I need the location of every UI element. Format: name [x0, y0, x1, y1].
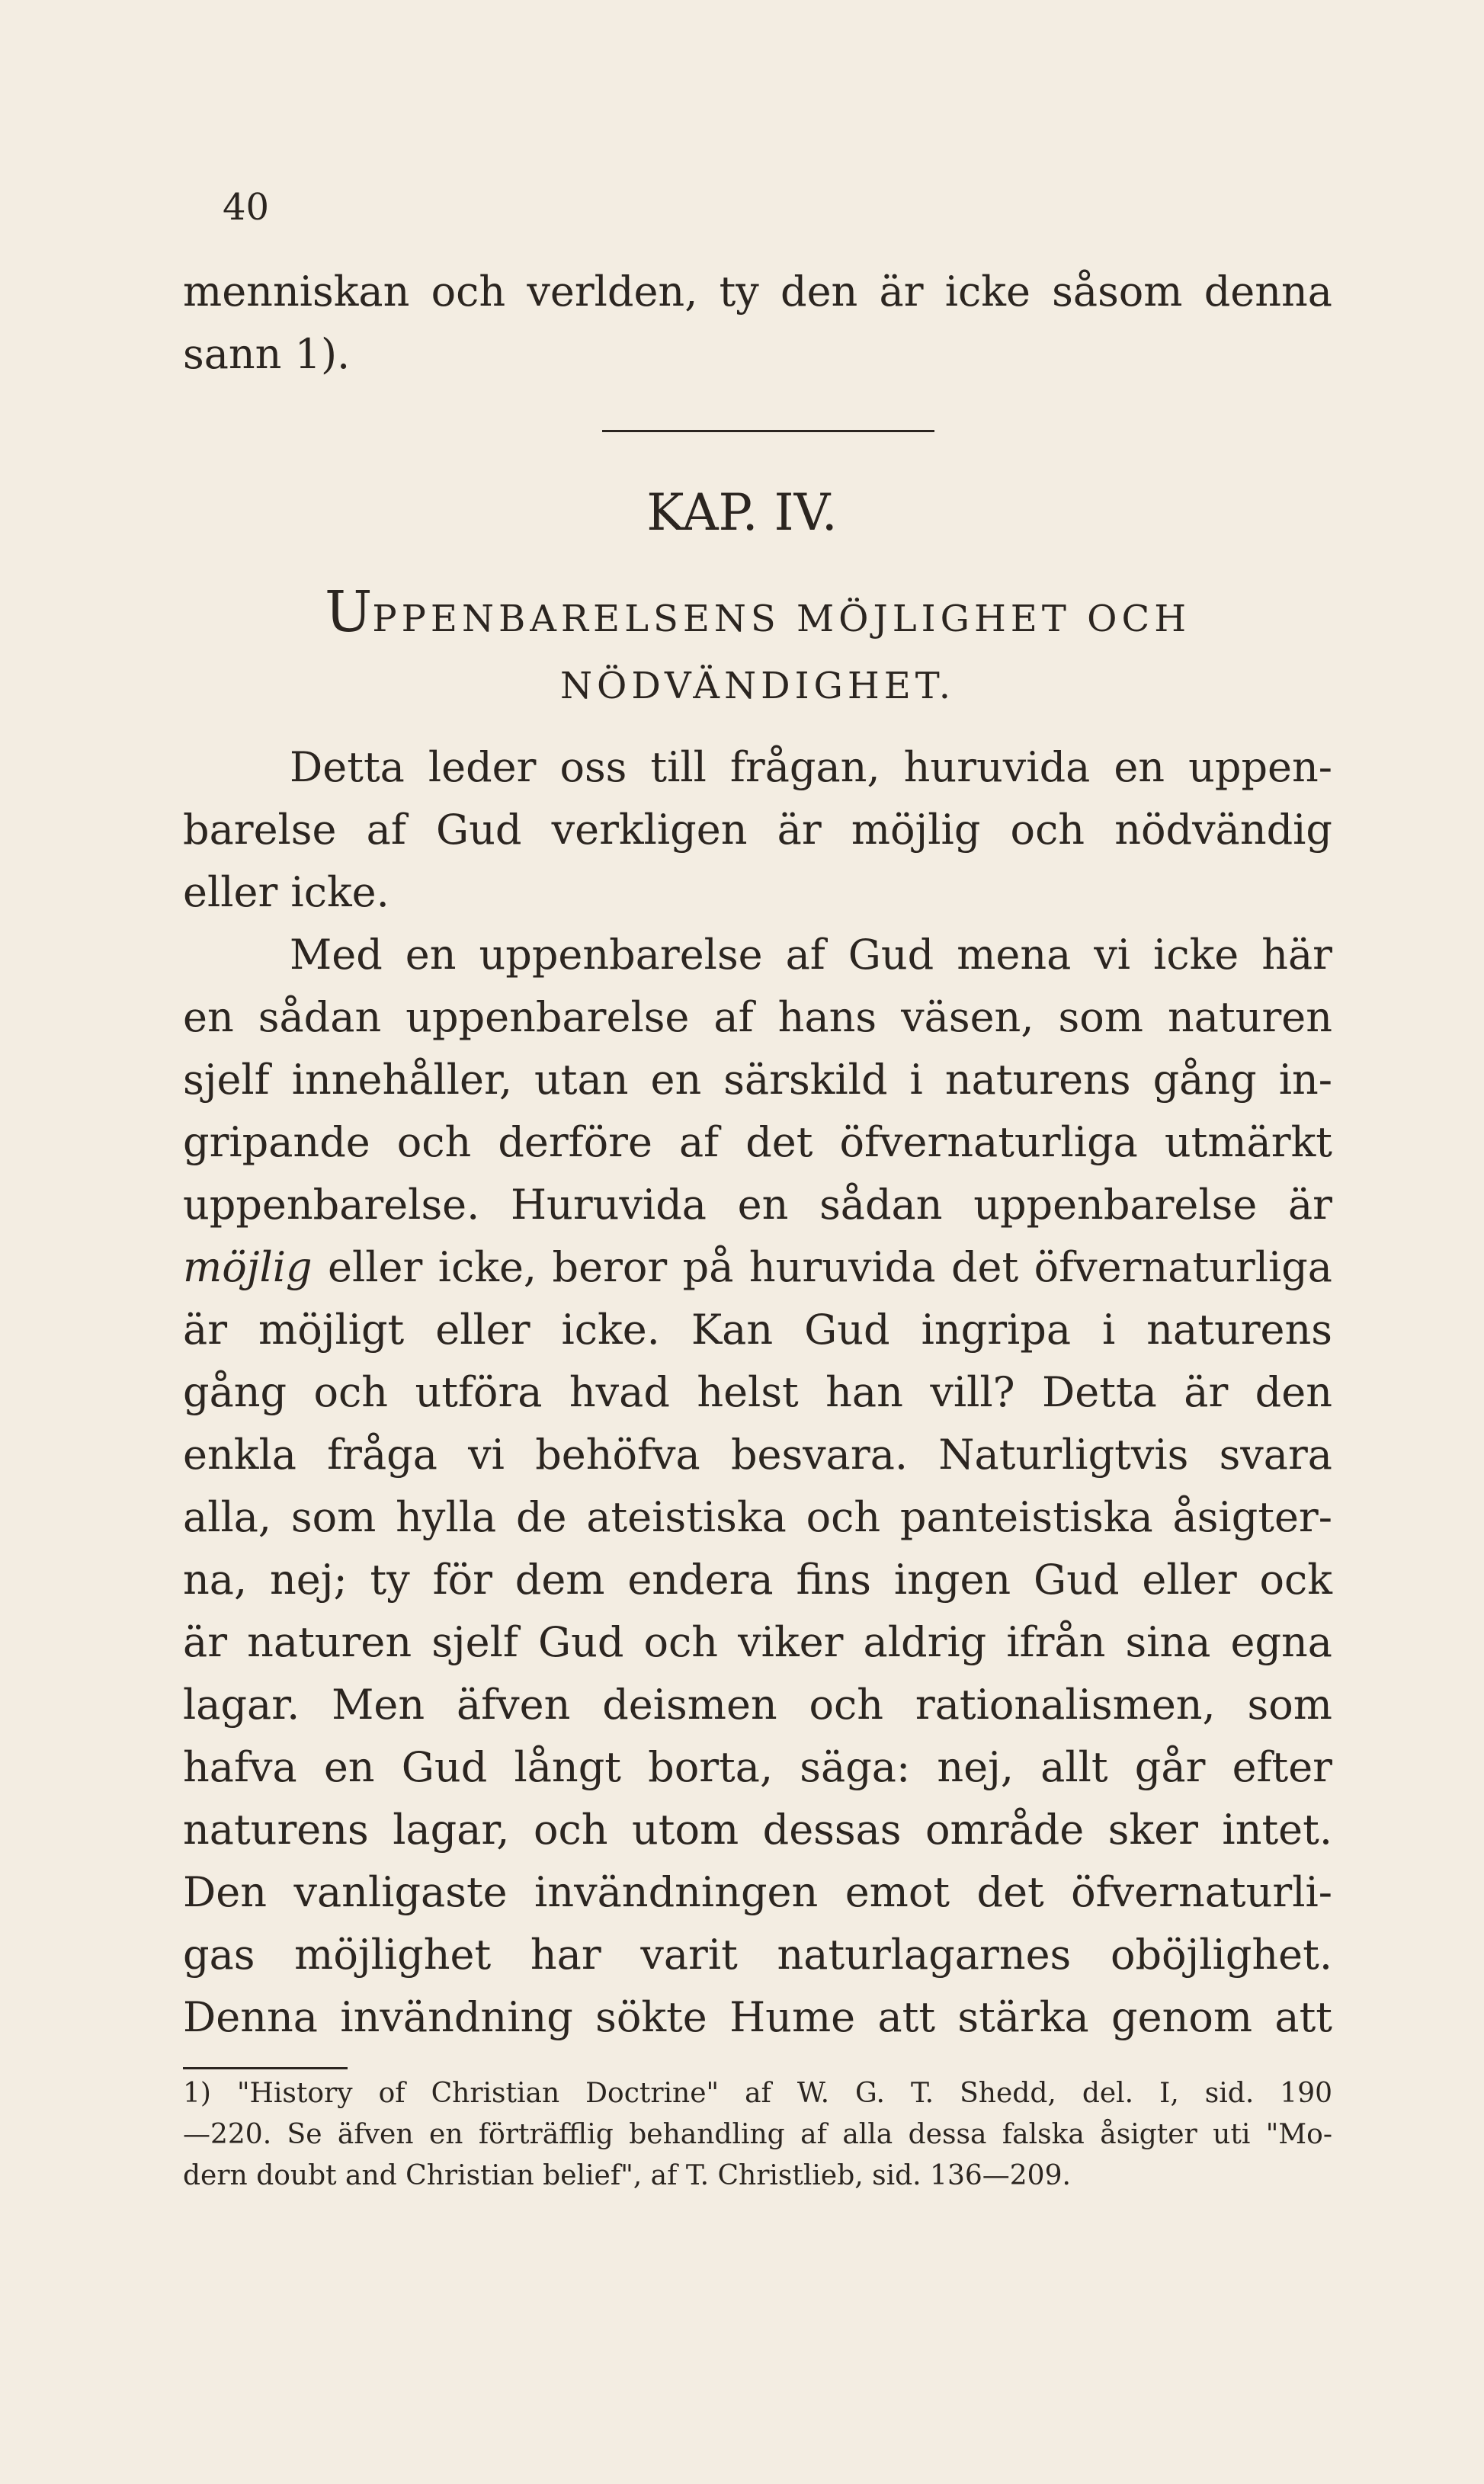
text-line: Denna invändning sökte Hume att stärka genom att: [183, 1993, 1332, 2041]
footnote: [183, 2073, 1332, 2197]
chapter-heading-line1: [183, 579, 1332, 645]
text-line-rest: eller icke, beror på huruvida det öfvernaturliga: [328, 1243, 1332, 1291]
text-line: uppenbarelse. Huruvida en sådan uppenbarelse är: [183, 1181, 1332, 1229]
page-number: 40: [223, 186, 270, 229]
text-line: Den vanligaste invändningen emot det öfvernaturli-: [183, 1868, 1332, 1916]
text-line: sjelf innehåller, utan en särskild i naturens gång in-: [183, 1056, 1332, 1104]
text-line: [183, 1236, 1332, 1299]
text-line: eller icke.: [183, 868, 389, 916]
text-line: alla, som hylla de ateistiska och panteistiska åsigter-: [183, 1493, 1332, 1541]
text-line: en sådan uppenbarelse af hans väsen, som naturen: [183, 993, 1332, 1041]
text-line: lagar. Men äfven deismen och rationalismen, som: [183, 1681, 1332, 1729]
text-line: Detta leder oss till frågan, huruvida en uppen-: [290, 743, 1332, 791]
text-line: barelse af Gud verkligen är möjlig och nödvändig: [183, 806, 1332, 854]
footnote-line: 1) "History of Christian Doctrine" af W. G. T. Shedd, del. I, sid. 190: [183, 2078, 1332, 2109]
section-divider: [602, 430, 934, 432]
paragraph-1: [183, 736, 1332, 924]
footnote-line: —220. Se äfven en förträfflig behandling af alla dessa falska åsigter uti "Mo-: [183, 2119, 1332, 2150]
italic-word: möjlig: [183, 1243, 313, 1291]
text-line: sann 1).: [183, 330, 351, 378]
text-line: Med en uppenbarelse af Gud mena vi icke här: [290, 931, 1332, 979]
footnote-divider: [183, 2067, 348, 2069]
text-line: är möjligt eller icke. Kan Gud ingripa i naturens: [183, 1306, 1332, 1354]
text-line: gripande och derföre af det öfvernaturliga utmärkt: [183, 1118, 1332, 1166]
text-line: na, nej; ty för dem endera fins ingen Gud eller ock: [183, 1556, 1332, 1604]
continuation-text: [183, 261, 1332, 386]
text-line: gas möjlighet har varit naturlagarnes oböjlighet.: [183, 1931, 1332, 1979]
text-line: är naturen sjelf Gud och viker aldrig ifrån sina egna: [183, 1618, 1332, 1666]
text-line: enkla fråga vi behöfva besvara. Naturligtvis svara: [183, 1431, 1332, 1479]
text-line: hafva en Gud långt borta, säga: nej, allt går efter: [183, 1743, 1332, 1791]
paragraph-2: [183, 924, 1332, 2049]
chapter-title: KAP. IV.: [646, 483, 838, 542]
text-line: gång och utföra hvad helst han vill? Detta är den: [183, 1368, 1332, 1416]
text-line: naturens lagar, och utom dessas område sker intet.: [183, 1806, 1332, 1854]
text-line: menniskan och verlden, ty den är icke såsom denna: [183, 268, 1332, 316]
drop-initial: U: [324, 579, 373, 645]
footnote-line: dern doubt and Christian belief", af T. Christlieb, sid. 136—209.: [183, 2160, 1071, 2191]
heading-text: PPENBARELSENS MÖJLIGHET OCH: [372, 598, 1191, 640]
chapter-heading-line2: NÖDVÄNDIGHET.: [560, 665, 955, 707]
